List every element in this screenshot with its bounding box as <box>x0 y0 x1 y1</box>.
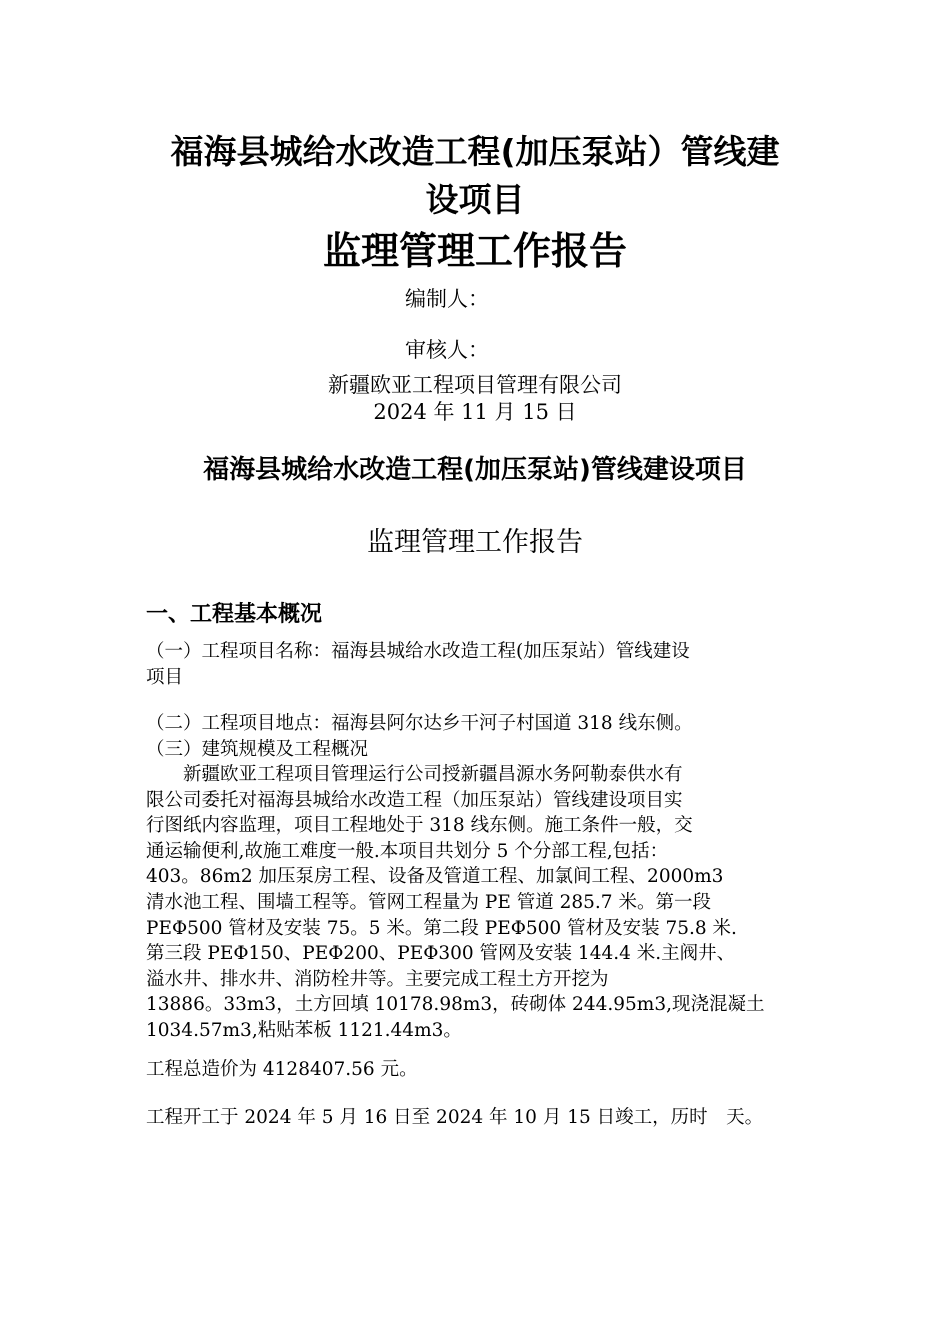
overview-line: 新疆欧亚工程项目管理运行公司授新疆昌源水务阿勒泰供水有 <box>146 764 683 785</box>
project-name-line1: （一）工程项目名称：福海县城给水改造工程(加压泵站）管线建设 <box>146 641 690 662</box>
overview-line: 1034.57m3,粘贴苯板 1121.44m3。 <box>146 1019 462 1041</box>
project-name-line2: 项目 <box>146 666 184 688</box>
cover-title-line2: 设项目 <box>425 180 525 219</box>
overview-line: 第三段 PEΦ150、PEΦ200、PEΦ300 管网及安装 144.4 米.主阀井、 <box>146 943 736 965</box>
company-name: 新疆欧亚工程项目管理有限公司 <box>328 373 622 397</box>
overview-line: 通运输便利,故施工难度一般.本项目共划分 5 个分部工程,包括： <box>146 840 669 862</box>
overview-line: 清水池工程、围墙工程等。管网工程量为 PE 管道 285.7 米。第一段 <box>146 891 711 913</box>
reviewer-label: 审核人： <box>405 338 489 362</box>
scale-overview-heading: （三）建筑规模及工程概况 <box>146 738 369 760</box>
schedule <box>146 1105 806 1131</box>
overview-line: 403。86m2 加压泵房工程、设备及管道工程、加氯间工程、2000m3 <box>146 866 724 888</box>
total-cost <box>146 1057 806 1083</box>
overview-line: 行图纸内容监理，项目工程地处于 318 线东侧。施工条件一般，交 <box>146 815 693 837</box>
report-date: 2024 年 11 月 15 日 <box>373 400 577 424</box>
project-name-item <box>146 639 806 690</box>
section-heading: 一、工程基本概况 <box>146 602 323 627</box>
report-title: 福海县城给水改造工程(加压泵站)管线建设项目 <box>203 455 747 485</box>
overview-line: 限公司委托对福海县城给水改造工程（加压泵站）管线建设项目实 <box>146 789 683 811</box>
cover-subtitle: 监理管理工作报告 <box>322 229 627 273</box>
cover-title-line1: 福海县城给水改造工程(加压泵站）管线建 <box>170 132 780 171</box>
project-location-item <box>146 711 806 762</box>
schedule-line: 工程开工于 2024 年 5 月 16 日至 2024 年 10 月 15 日竣工，历时 天。 <box>146 1107 764 1128</box>
project-location-line: （二）工程项目地点：福海县阿尔达乡干河子村国道 318 线东侧。 <box>146 713 693 734</box>
overview-line: 溢水井、排水井、消防栓井等。主要完成工程土方开挖为 <box>146 968 609 990</box>
overview-line: 13886。33m3，土方回填 10178.98m3，砖砌体 244.95m3,现浇混凝土 <box>146 994 765 1016</box>
cover-title <box>120 128 830 224</box>
compiler-label: 编制人： <box>405 287 489 311</box>
overview-paragraph <box>146 762 806 1044</box>
overview-line: PEΦ500 管材及安装 75。5 米。第二段 PEΦ500 管材及安装 75.8 米. <box>146 917 737 939</box>
total-cost-line: 工程总造价为 4128407.56 元。 <box>146 1059 418 1080</box>
report-subtitle: 监理管理工作报告 <box>367 527 583 558</box>
